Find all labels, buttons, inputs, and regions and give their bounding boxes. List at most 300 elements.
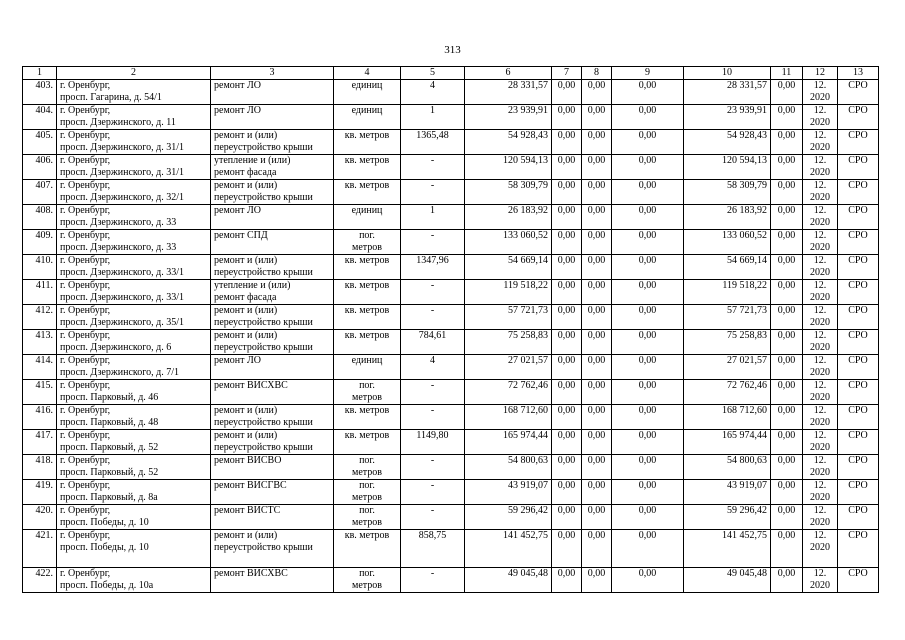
unit-line-1: единиц [351,205,383,216]
col11-cell: 0,00 [771,380,803,405]
work-type-line-1: ремонт ЛО [214,355,261,366]
address-city: г. Оренбург, [60,480,111,491]
unit-line-2: метров [352,467,382,478]
address-cell [57,280,211,305]
col10-cell: 165 974,44 [684,430,771,455]
col11-cell: 0,00 [771,330,803,355]
col8-cell: 0,00 [582,455,612,480]
unit-line-1: пог. [359,568,375,579]
unit-cell [334,480,401,505]
funding-source-cell: СРО [838,405,879,430]
quantity-cell: 1347,96 [401,255,465,280]
funding-source-cell: СРО [838,180,879,205]
address-cell [57,505,211,530]
column-number: 12 [803,67,838,80]
completion-year: 2020 [810,392,830,403]
completion-month: 12. [813,330,827,341]
work-type-line-2: ремонт фасада [214,292,277,303]
completion-date-cell [803,430,838,455]
table-row [23,568,879,593]
work-type-line-1: утепление и (или) [214,155,291,166]
table-row [23,305,879,330]
completion-year: 2020 [810,492,830,503]
col7-cell: 0,00 [552,330,582,355]
work-type-line-1: ремонт ЛО [214,80,261,91]
completion-year: 2020 [810,542,830,553]
row-number: 418. [23,455,57,480]
col10-cell: 133 060,52 [684,230,771,255]
row-number: 414. [23,355,57,380]
row-number: 405. [23,130,57,155]
completion-month: 12. [813,430,827,441]
row-number: 413. [23,330,57,355]
total-cost-cell: 75 258,83 [465,330,552,355]
address-city: г. Оренбург, [60,155,111,166]
col9-cell: 0,00 [612,280,684,305]
col7-cell: 0,00 [552,430,582,455]
work-type-line-2: переустройство крыши [214,142,313,153]
col8-cell: 0,00 [582,355,612,380]
table-row [23,380,879,405]
unit-cell [334,205,401,230]
work-type-line-1: ремонт СПД [214,230,268,241]
col9-cell: 0,00 [612,255,684,280]
col9-cell: 0,00 [612,330,684,355]
unit-cell [334,105,401,130]
col8-cell: 0,00 [582,255,612,280]
completion-date-cell [803,155,838,180]
completion-year: 2020 [810,242,830,253]
row-number: 406. [23,155,57,180]
total-cost-cell: 28 331,57 [465,80,552,105]
completion-date-cell [803,355,838,380]
column-number: 8 [582,67,612,80]
col7-cell: 0,00 [552,130,582,155]
address-street: просп. Дзержинского, д. 35/1 [60,317,184,328]
table-row [23,230,879,255]
col9-cell: 0,00 [612,568,684,593]
unit-line-1: пог. [359,505,375,516]
work-type-line-1: ремонт и (или) [214,255,278,266]
work-type-cell [211,380,334,405]
col11-cell: 0,00 [771,80,803,105]
completion-month: 12. [813,105,827,116]
col7-cell: 0,00 [552,355,582,380]
address-city: г. Оренбург, [60,355,111,366]
row-number: 412. [23,305,57,330]
col10-cell: 59 296,42 [684,505,771,530]
unit-line-1: кв. метров [344,130,390,141]
column-number: 11 [771,67,803,80]
address-street: просп. Гагарина, д. 54/1 [60,92,162,103]
col11-cell: 0,00 [771,205,803,230]
col7-cell: 0,00 [552,205,582,230]
unit-cell [334,130,401,155]
column-number: 2 [57,67,211,80]
col9-cell: 0,00 [612,530,684,568]
completion-month: 12. [813,530,827,541]
work-type-cell [211,355,334,380]
work-type-line-1: ремонт ВИСХВС [214,380,288,391]
work-type-cell [211,530,334,568]
completion-year: 2020 [810,217,830,228]
col11-cell: 0,00 [771,568,803,593]
quantity-cell: - [401,230,465,255]
table-row [23,80,879,105]
col9-cell: 0,00 [612,80,684,105]
work-type-cell [211,255,334,280]
address-street: просп. Дзержинского, д. 33 [60,217,177,228]
row-number: 404. [23,105,57,130]
completion-date-cell [803,180,838,205]
work-type-line-2: переустройство крыши [214,542,313,553]
col7-cell: 0,00 [552,180,582,205]
address-city: г. Оренбург, [60,255,111,266]
address-street: просп. Победы, д. 10 [60,517,149,528]
address-cell [57,380,211,405]
work-type-cell [211,205,334,230]
completion-year: 2020 [810,142,830,153]
col9-cell: 0,00 [612,380,684,405]
work-type-cell [211,330,334,355]
completion-year: 2020 [810,192,830,203]
col8-cell: 0,00 [582,130,612,155]
address-cell [57,230,211,255]
col8-cell: 0,00 [582,280,612,305]
address-street: просп. Дзержинского, д. 31/1 [60,142,184,153]
col11-cell: 0,00 [771,255,803,280]
col10-cell: 119 518,22 [684,280,771,305]
completion-date-cell [803,305,838,330]
column-number: 3 [211,67,334,80]
table-row [23,505,879,530]
funding-source-cell: СРО [838,480,879,505]
col7-cell: 0,00 [552,305,582,330]
work-type-line-1: ремонт и (или) [214,305,278,316]
col8-cell: 0,00 [582,505,612,530]
work-type-line-1: ремонт и (или) [214,430,278,441]
address-city: г. Оренбург, [60,455,111,466]
address-city: г. Оренбург, [60,205,111,216]
table-row [23,530,879,568]
completion-month: 12. [813,230,827,241]
col9-cell: 0,00 [612,105,684,130]
unit-cell [334,530,401,568]
address-cell [57,568,211,593]
address-city: г. Оренбург, [60,430,111,441]
unit-cell [334,330,401,355]
col11-cell: 0,00 [771,355,803,380]
total-cost-cell: 133 060,52 [465,230,552,255]
col11-cell: 0,00 [771,155,803,180]
col8-cell: 0,00 [582,105,612,130]
address-cell [57,530,211,568]
col7-cell: 0,00 [552,230,582,255]
col9-cell: 0,00 [612,130,684,155]
col9-cell: 0,00 [612,480,684,505]
work-type-cell [211,455,334,480]
row-number: 403. [23,80,57,105]
unit-line-1: кв. метров [344,280,390,291]
address-city: г. Оренбург, [60,380,111,391]
quantity-cell: 1365,48 [401,130,465,155]
total-cost-cell: 168 712,60 [465,405,552,430]
unit-cell [334,380,401,405]
work-type-line-1: утепление и (или) [214,280,291,291]
address-street: просп. Победы, д. 10а [60,580,154,591]
address-cell [57,105,211,130]
col7-cell: 0,00 [552,505,582,530]
col9-cell: 0,00 [612,505,684,530]
funding-source-cell: СРО [838,205,879,230]
table-row [23,455,879,480]
col8-cell: 0,00 [582,180,612,205]
completion-month: 12. [813,455,827,466]
address-street: просп. Дзержинского, д. 32/1 [60,192,184,203]
quantity-cell: - [401,180,465,205]
completion-date-cell [803,505,838,530]
funding-source-cell: СРО [838,305,879,330]
completion-month: 12. [813,405,827,416]
col10-cell: 26 183,92 [684,205,771,230]
address-cell [57,455,211,480]
total-cost-cell: 43 919,07 [465,480,552,505]
completion-month: 12. [813,280,827,291]
completion-year: 2020 [810,580,830,591]
work-type-cell [211,480,334,505]
row-number: 415. [23,380,57,405]
work-type-line-2: переустройство крыши [214,192,313,203]
col11-cell: 0,00 [771,530,803,568]
address-street: просп. Дзержинского, д. 33/1 [60,292,184,303]
col10-cell: 54 928,43 [684,130,771,155]
unit-line-1: кв. метров [344,255,390,266]
quantity-cell: 4 [401,80,465,105]
row-number: 411. [23,280,57,305]
table-body [23,67,879,593]
col8-cell: 0,00 [582,230,612,255]
col10-cell: 58 309,79 [684,180,771,205]
col10-cell: 27 021,57 [684,355,771,380]
completion-month: 12. [813,568,827,579]
address-city: г. Оренбург, [60,568,111,579]
completion-month: 12. [813,205,827,216]
page-number: 313 [444,44,461,56]
column-number: 13 [838,67,879,80]
address-city: г. Оренбург, [60,505,111,516]
col9-cell: 0,00 [612,405,684,430]
address-city: г. Оренбург, [60,105,111,116]
completion-year: 2020 [810,467,830,478]
funding-source-cell: СРО [838,80,879,105]
unit-cell [334,280,401,305]
work-type-line-2: переустройство крыши [214,267,313,278]
address-city: г. Оренбург, [60,330,111,341]
total-cost-cell: 54 669,14 [465,255,552,280]
unit-line-1: единиц [351,80,383,91]
quantity-cell: 4 [401,355,465,380]
col11-cell: 0,00 [771,230,803,255]
funding-source-cell: СРО [838,130,879,155]
col11-cell: 0,00 [771,280,803,305]
quantity-cell: - [401,305,465,330]
address-street: просп. Дзержинского, д. 33/1 [60,267,184,278]
quantity-cell: - [401,455,465,480]
funding-source-cell: СРО [838,380,879,405]
quantity-cell: - [401,405,465,430]
completion-date-cell [803,280,838,305]
completion-date-cell [803,530,838,568]
column-number: 7 [552,67,582,80]
completion-year: 2020 [810,442,830,453]
unit-line-2: метров [352,580,382,591]
address-cell [57,305,211,330]
col8-cell: 0,00 [582,155,612,180]
table-row [23,405,879,430]
unit-cell [334,155,401,180]
col7-cell: 0,00 [552,155,582,180]
work-type-cell [211,405,334,430]
total-cost-cell: 54 800,63 [465,455,552,480]
address-city: г. Оренбург, [60,305,111,316]
completion-year: 2020 [810,117,830,128]
address-street: просп. Парковый, д. 46 [60,392,159,403]
address-cell [57,255,211,280]
col8-cell: 0,00 [582,530,612,568]
completion-date-cell [803,455,838,480]
completion-month: 12. [813,255,827,266]
address-street: просп. Дзержинского, д. 6 [60,342,172,353]
address-city: г. Оренбург, [60,280,111,291]
work-type-line-2: переустройство крыши [214,417,313,428]
column-number: 1 [23,67,57,80]
unit-line-1: пог. [359,380,375,391]
col10-cell: 23 939,91 [684,105,771,130]
address-street: просп. Победы, д. 10 [60,542,149,553]
column-number: 5 [401,67,465,80]
unit-cell [334,405,401,430]
address-street: просп. Дзержинского, д. 31/1 [60,167,184,178]
work-type-line-1: ремонт ВИСТС [214,505,281,516]
completion-date-cell [803,105,838,130]
unit-line-1: пог. [359,480,375,491]
unit-line-1: кв. метров [344,305,390,316]
col9-cell: 0,00 [612,230,684,255]
row-number: 421. [23,530,57,568]
address-cell [57,430,211,455]
unit-line-2: метров [352,517,382,528]
work-type-line-2: ремонт фасада [214,167,277,178]
col10-cell: 75 258,83 [684,330,771,355]
address-cell [57,130,211,155]
completion-date-cell [803,255,838,280]
total-cost-cell: 58 309,79 [465,180,552,205]
col7-cell: 0,00 [552,480,582,505]
table-row [23,280,879,305]
column-number: 6 [465,67,552,80]
col10-cell: 168 712,60 [684,405,771,430]
work-type-line-1: ремонт ЛО [214,105,261,116]
address-city: г. Оренбург, [60,180,111,191]
table-row [23,155,879,180]
col7-cell: 0,00 [552,255,582,280]
work-type-cell [211,305,334,330]
work-type-cell [211,568,334,593]
completion-year: 2020 [810,417,830,428]
address-city: г. Оренбург, [60,405,111,416]
quantity-cell: - [401,480,465,505]
completion-date-cell [803,130,838,155]
col9-cell: 0,00 [612,430,684,455]
col9-cell: 0,00 [612,205,684,230]
address-street: просп. Парковый, д. 8а [60,492,158,503]
total-cost-cell: 165 974,44 [465,430,552,455]
unit-line-1: кв. метров [344,430,390,441]
col8-cell: 0,00 [582,305,612,330]
col11-cell: 0,00 [771,505,803,530]
col10-cell: 141 452,75 [684,530,771,568]
table-row [23,430,879,455]
work-type-line-1: ремонт ВИСГВС [214,480,287,491]
unit-cell [334,455,401,480]
unit-line-2: метров [352,242,382,253]
quantity-cell: - [401,380,465,405]
address-city: г. Оренбург, [60,530,111,541]
col11-cell: 0,00 [771,130,803,155]
column-number: 9 [612,67,684,80]
unit-line-1: кв. метров [344,330,390,341]
completion-month: 12. [813,480,827,491]
quantity-cell: 1 [401,105,465,130]
work-type-cell [211,130,334,155]
table-row [23,105,879,130]
address-cell [57,330,211,355]
address-street: просп. Дзержинского, д. 7/1 [60,367,179,378]
unit-line-1: кв. метров [344,405,390,416]
work-type-line-1: ремонт и (или) [214,130,278,141]
completion-date-cell [803,80,838,105]
work-type-line-1: ремонт и (или) [214,530,278,541]
col10-cell: 54 669,14 [684,255,771,280]
funding-source-cell: СРО [838,568,879,593]
col8-cell: 0,00 [582,430,612,455]
completion-year: 2020 [810,367,830,378]
table-row [23,355,879,380]
funding-source-cell: СРО [838,355,879,380]
table-row [23,130,879,155]
col11-cell: 0,00 [771,305,803,330]
col10-cell: 43 919,07 [684,480,771,505]
unit-cell [334,355,401,380]
col8-cell: 0,00 [582,480,612,505]
col11-cell: 0,00 [771,455,803,480]
address-cell [57,180,211,205]
work-type-line-1: ремонт и (или) [214,180,278,191]
funding-source-cell: СРО [838,455,879,480]
unit-cell [334,230,401,255]
row-number: 410. [23,255,57,280]
unit-cell [334,80,401,105]
work-type-cell [211,280,334,305]
row-number: 419. [23,480,57,505]
col8-cell: 0,00 [582,380,612,405]
col10-cell: 54 800,63 [684,455,771,480]
work-type-cell [211,180,334,205]
funding-source-cell: СРО [838,230,879,255]
address-cell [57,80,211,105]
funding-source-cell: СРО [838,505,879,530]
col11-cell: 0,00 [771,180,803,205]
